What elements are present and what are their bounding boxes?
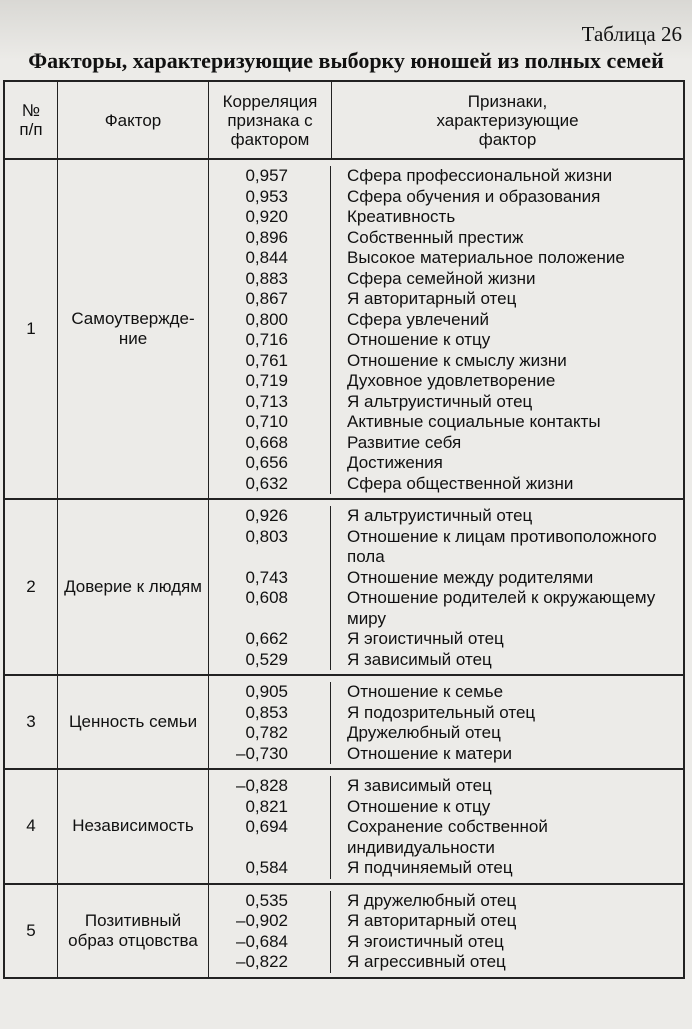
- trait-label: Я зависимый отец: [347, 776, 492, 795]
- trait-label: Отношение к матери: [347, 743, 512, 763]
- correlation-value: 0,668: [209, 433, 331, 454]
- correlation-value: –0,730: [209, 744, 331, 765]
- table-body: [5, 160, 683, 979]
- correlation-value: 0,656: [209, 453, 331, 474]
- table-header-row: [5, 82, 683, 160]
- trait-label: Я подчиняемый отец: [347, 858, 513, 877]
- correlation-value: 0,710: [209, 412, 331, 433]
- group-factor-name: Самоутвержде- ние: [58, 160, 209, 498]
- table-row: [209, 506, 683, 527]
- group-factor-name: Независимость: [58, 770, 209, 883]
- trait-label: Развитие себя: [347, 432, 462, 452]
- trait-label: Духовное удовлетворение: [347, 371, 556, 390]
- table-row: [209, 891, 683, 912]
- correlation-value: 0,926: [209, 506, 331, 527]
- table-row: [209, 310, 683, 331]
- trait-label: Отношение к семье: [347, 682, 504, 701]
- trait-label: Дружелюбный отец: [347, 723, 501, 742]
- correlation-value: 0,920: [209, 207, 331, 228]
- table-title: Факторы, характеризующие выборку юношей из полных семей: [28, 48, 664, 73]
- factor-group: [5, 770, 683, 885]
- trait-label: Достижения: [347, 453, 443, 472]
- factor-group: [5, 885, 683, 979]
- correlation-value: –0,828: [209, 776, 331, 797]
- trait-label: Активные социальные контакты: [347, 412, 601, 431]
- trait-label: Сфера семейной жизни: [347, 268, 536, 288]
- factor-group: [5, 676, 683, 770]
- trait-label: Высокое материальное положение: [347, 248, 625, 267]
- correlation-value: 0,529: [209, 650, 331, 671]
- group-rows: [209, 885, 683, 977]
- correlation-value: 0,713: [209, 392, 331, 413]
- group-number: 2: [5, 500, 58, 674]
- table-row: [209, 568, 683, 589]
- table-row: [209, 207, 683, 228]
- trait-label: Сохранение собственной индивидуальности: [347, 817, 548, 857]
- group-number: 4: [5, 770, 58, 883]
- table-row: [209, 527, 683, 568]
- correlation-value: 0,896: [209, 228, 331, 249]
- table-row: [209, 703, 683, 724]
- table-row: [209, 797, 683, 818]
- correlation-value: 0,853: [209, 703, 331, 724]
- header-factor: Фактор: [58, 82, 209, 158]
- trait-label: Я эгоистичный отец: [347, 931, 504, 951]
- factor-group: [5, 160, 683, 500]
- correlation-value: –0,684: [209, 932, 331, 953]
- table-row: [209, 269, 683, 290]
- table-row: [209, 723, 683, 744]
- correlation-value: 0,719: [209, 371, 331, 392]
- group-factor-name: Ценность семьи: [58, 676, 209, 768]
- table-row: [209, 433, 683, 454]
- factor-group: [5, 500, 683, 676]
- trait-label: Отношение между родителями: [347, 567, 594, 587]
- trait-label: Отношение к отцу: [347, 796, 491, 816]
- trait-label: Я дружелюбный отец: [347, 890, 517, 910]
- header-traits: Признаки, характеризующие фактор: [436, 91, 579, 149]
- table-row: [209, 588, 683, 629]
- trait-label: Я авторитарный отец: [347, 911, 517, 930]
- trait-label: Я агрессивный отец: [347, 952, 506, 971]
- header-num: № п/п: [5, 82, 58, 158]
- correlation-value: 0,800: [209, 310, 331, 331]
- correlation-value: –0,822: [209, 952, 331, 973]
- correlation-value: 0,632: [209, 474, 331, 495]
- trait-label: Сфера увлечений: [347, 309, 489, 329]
- correlation-value: 0,608: [209, 588, 331, 629]
- correlation-value: 0,883: [209, 269, 331, 290]
- table-row: [209, 392, 683, 413]
- group-rows: [209, 676, 683, 768]
- table-row: [209, 351, 683, 372]
- factor-table: [3, 80, 685, 979]
- table-row: [209, 371, 683, 392]
- correlation-value: 0,803: [209, 527, 331, 568]
- group-number: 3: [5, 676, 58, 768]
- trait-label: Сфера профессиональной жизни: [347, 166, 613, 185]
- table-row: [209, 776, 683, 797]
- table-row: [209, 289, 683, 310]
- table-row: [209, 166, 683, 187]
- table-row: [209, 629, 683, 650]
- correlation-value: 0,662: [209, 629, 331, 650]
- correlation-value: 0,821: [209, 797, 331, 818]
- trait-label: Я подозрительный отец: [347, 702, 536, 722]
- group-rows: [209, 770, 683, 883]
- correlation-value: 0,782: [209, 723, 331, 744]
- trait-label: Сфера общественной жизни: [347, 473, 574, 493]
- trait-label: Я альтруистичный отец: [347, 391, 533, 411]
- correlation-value: 0,584: [209, 858, 331, 879]
- table-row: [209, 932, 683, 953]
- correlation-value: 0,716: [209, 330, 331, 351]
- correlation-value: –0,902: [209, 911, 331, 932]
- table-row: [209, 474, 683, 495]
- trait-label: Сфера обучения и образования: [347, 186, 601, 206]
- trait-label: Собственный престиж: [347, 227, 524, 247]
- table-row: [209, 682, 683, 703]
- group-number: 1: [5, 160, 58, 498]
- correlation-value: 0,694: [209, 817, 331, 858]
- group-rows: [209, 160, 683, 498]
- table-row: [209, 248, 683, 269]
- trait-label: Отношение к отцу: [347, 330, 491, 349]
- correlation-value: 0,535: [209, 891, 331, 912]
- table-row: [209, 330, 683, 351]
- table-row: [209, 228, 683, 249]
- trait-label: Я авторитарный отец: [347, 289, 517, 308]
- group-factor-name: Доверие к людям: [58, 500, 209, 674]
- table-row: [209, 858, 683, 879]
- table-row: [209, 650, 683, 671]
- table-row: [209, 817, 683, 858]
- table-row: [209, 952, 683, 973]
- trait-label: Отношение к смыслу жизни: [347, 350, 567, 370]
- group-rows: [209, 500, 683, 674]
- trait-label: Отношение к лицам противоположного пола: [347, 526, 657, 566]
- group-factor-name: Позитивный образ отцовства: [58, 885, 209, 977]
- correlation-value: 0,953: [209, 187, 331, 208]
- trait-label: Я эгоистичный отец: [347, 629, 504, 648]
- correlation-value: 0,905: [209, 682, 331, 703]
- table-row: [209, 453, 683, 474]
- group-number: 5: [5, 885, 58, 977]
- table-row: [209, 911, 683, 932]
- correlation-value: 0,743: [209, 568, 331, 589]
- table-row: [209, 412, 683, 433]
- table-label: Таблица 26: [581, 22, 682, 46]
- table-row: [209, 744, 683, 765]
- trait-label: Я зависимый отец: [347, 649, 492, 669]
- correlation-value: 0,844: [209, 248, 331, 269]
- header-correlation: Корреляция признака с фактором: [209, 82, 332, 158]
- table-row: [209, 187, 683, 208]
- trait-label: Отношение родителей к окружающему миру: [347, 588, 656, 628]
- trait-label: Креативность: [347, 207, 456, 226]
- correlation-value: 0,867: [209, 289, 331, 310]
- correlation-value: 0,957: [209, 166, 331, 187]
- trait-label: Я альтруистичный отец: [347, 506, 533, 525]
- correlation-value: 0,761: [209, 351, 331, 372]
